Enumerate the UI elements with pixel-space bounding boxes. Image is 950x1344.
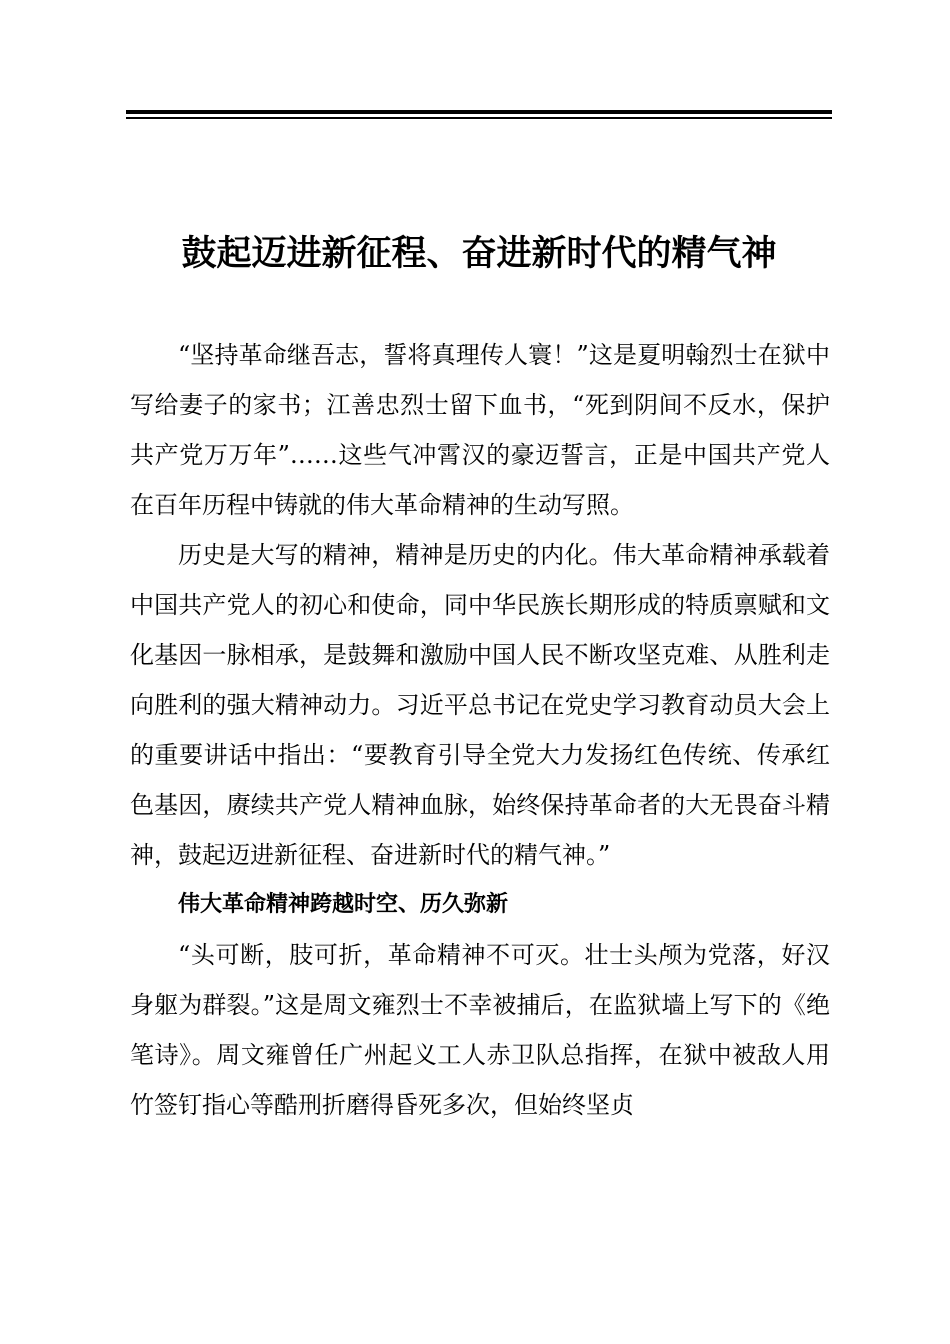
document-title: 鼓起迈进新征程、奋进新时代的精气神 <box>181 234 777 274</box>
section-heading: 伟大革命精神跨越时空、历久弥新 <box>178 892 509 917</box>
document-body <box>130 330 830 1130</box>
section-paragraph-1: “头可断，肢可折，革命精神不可灭。壮士头颅为党落，好汉身躯为群裂。”这是周文雍烈士不幸被捕后，在监狱墙上写下的《绝笔诗》。周文雍曾任广州起义工人赤卫队总指挥，在狱中被敌人用竹签钉指心等酷刑折磨得昏死多次，但始终坚贞 <box>130 941 830 1119</box>
paragraph-1: “坚持革命继吾志，誓将真理传人寰！”这是夏明翰烈士在狱中写给妻子的家书；江善忠烈士留下血书，“死到阴间不反水，保护共产党万万年”……这些气冲霄汉的豪迈誓言，正是中国共产党人在百年历程中铸就的伟大革命精神的生动写照。 <box>130 341 830 519</box>
header-rule-thick <box>126 110 832 114</box>
paragraph-2: 历史是大写的精神，精神是历史的内化。伟大革命精神承载着中国共产党人的初心和使命，同中华民族长期形成的特质禀赋和文化基因一脉相承，是鼓舞和激励中国人民不断攻坚克难、从胜利走向胜利的强大精神动力。习近平总书记在党史学习教育动员大会上的重要讲话中指出：“要教育引导全党大力发扬红色传统、传承红色基因，赓续共产党人精神血脉，始终保持革命者的大无畏奋斗精神，鼓起迈进新征程、奋进新时代的精气神。” <box>130 541 830 869</box>
header-rule-thin <box>126 117 832 119</box>
